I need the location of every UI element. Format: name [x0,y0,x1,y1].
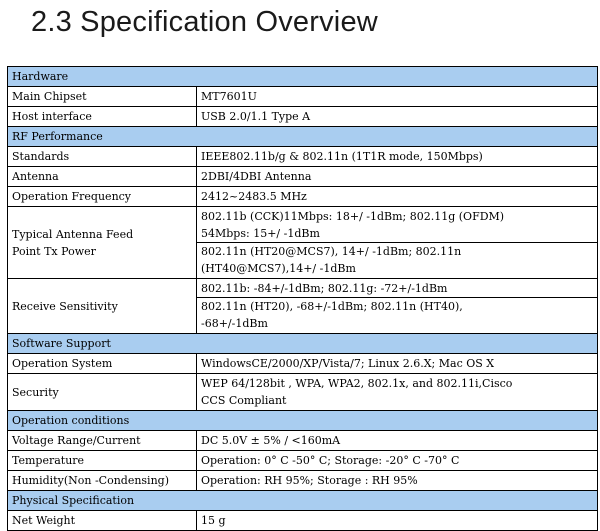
spec-value-voltage: DC 5.0V ± 5% / <160mA [197,431,598,451]
rx-sensitivity-line-2: 802.11n (HT20), -68+/-1dBm; 802.11n (HT40), [197,297,597,315]
table-row-main-chipset [8,87,598,107]
table-row-host-interface [8,107,598,127]
table-row-voltage [8,431,598,451]
section-row-software [8,334,598,354]
security-line-2: CCS Compliant [201,394,287,407]
spec-value-rx-sensitivity [197,279,598,334]
rx-sensitivity-line-1: 802.11b: -84+/-1dBm; 802.11g: -72+/-1dBm [201,282,448,295]
spec-value-security [197,374,598,411]
spec-value-antenna: 2DBI/4DBI Antenna [197,167,598,187]
spec-value-main-chipset: MT7601U [197,87,598,107]
tx-power-line-3: 802.11n (HT20@MCS7), 14+/ -1dBm; 802.11n [197,242,597,260]
spec-value-frequency: 2412~2483.5 MHz [197,187,598,207]
spec-label-voltage: Voltage Range/Current [8,431,197,451]
security-line-1: WEP 64/128bit , WPA, WPA2, 802.1x, and 802.11i,Cisco [201,377,513,390]
spec-value-temperature: Operation: 0° C -50° C; Storage: -20° C -70° C [197,451,598,471]
spec-label-security: Security [8,374,197,411]
table-row-os [8,354,598,374]
spec-value-tx-power [197,207,598,279]
table-row-frequency [8,187,598,207]
section-header-rf-performance: RF Performance [8,127,598,147]
spec-label-rx-sensitivity: Receive Sensitivity [8,279,197,334]
table-row-security [8,374,598,411]
section-header-hardware: Hardware [8,67,598,87]
spec-label-os: Operation System [8,354,197,374]
section-header-physical-specification: Physical Specification [8,491,598,511]
spec-label-net-weight: Net Weight [8,511,197,531]
section-row-rf [8,127,598,147]
section-header-software-support: Software Support [8,334,598,354]
table-row-temperature [8,451,598,471]
section-header-operation-conditions: Operation conditions [8,411,598,431]
spec-value-humidity: Operation: RH 95%; Storage : RH 95% [197,471,598,491]
spec-value-standards: IEEE802.11b/g & 802.11n (1T1R mode, 150Mbps) [197,147,598,167]
spec-label-main-chipset: Main Chipset [8,87,197,107]
tx-power-label-line-1: Typical Antenna Feed [12,227,134,241]
table-row-antenna [8,167,598,187]
spec-label-standards: Standards [8,147,197,167]
spec-label-frequency: Operation Frequency [8,187,197,207]
section-row-hardware [8,67,598,87]
tx-power-line-2: 54Mbps: 15+/ -1dBm [201,227,320,240]
spec-value-host-interface: USB 2.0/1.1 Type A [197,107,598,127]
table-row-humidity [8,471,598,491]
spec-label-humidity: Humidity(Non -Condensing) [8,471,197,491]
tx-power-line-1: 802.11b (CCK)11Mbps: 18+/ -1dBm; 802.11g (OFDM) [201,210,505,223]
spec-value-os: WindowsCE/2000/XP/Vista/7; Linux 2.6.X; Mac OS X [197,354,598,374]
section-row-operation [8,411,598,431]
table-row-standards [8,147,598,167]
tx-power-line-4: (HT40@MCS7),14+/ -1dBm [201,262,356,275]
tx-power-label-line-2: Point Tx Power [12,244,96,258]
spec-label-host-interface: Host interface [8,107,197,127]
specification-table [7,66,598,531]
spec-label-antenna: Antenna [8,167,197,187]
section-row-physical [8,491,598,511]
rx-sensitivity-line-3: -68+/-1dBm [201,317,268,330]
table-row-rx-sensitivity [8,279,598,334]
table-row-net-weight [8,511,598,531]
spec-label-tx-power [8,207,197,279]
spec-label-temperature: Temperature [8,451,197,471]
table-row-tx-power [8,207,598,279]
spec-value-net-weight: 15 g [197,511,598,531]
page-title: 2.3 Specification Overview [31,6,378,38]
